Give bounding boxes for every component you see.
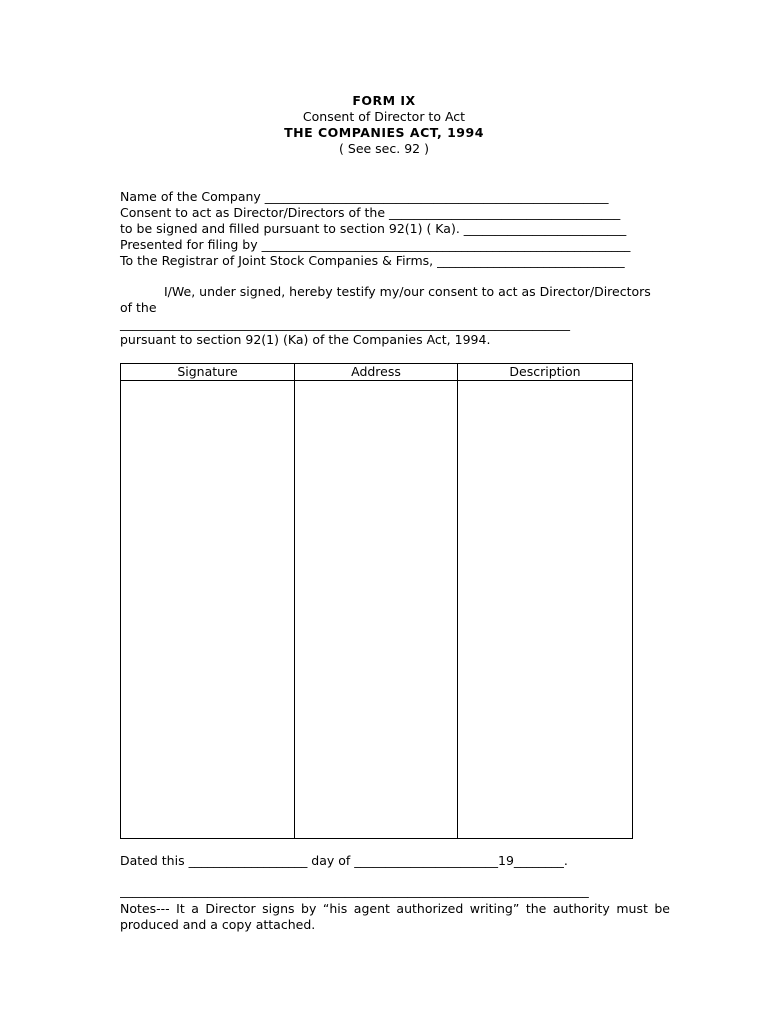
address-header: Address [295, 364, 458, 381]
consent-blank-field[interactable]: ________________________________________________________________________ [120, 316, 570, 331]
consent-line-3: pursuant to section 92(1) (Ka) of the Companies Act, 1994. [120, 332, 491, 347]
section-field[interactable]: to be signed and filled pursuant to section 92(1) ( Ka). __________________________ [120, 221, 627, 236]
address-cell[interactable] [295, 381, 458, 839]
form-subtitle: Consent of Director to Act [302, 109, 466, 124]
consent-director-field[interactable]: Consent to act as Director/Directors of the _____________________________________ [120, 205, 621, 220]
description-header: Description [458, 364, 633, 381]
presented-by-field[interactable]: Presented for filing by ___________________________________________________________ [120, 237, 631, 252]
form-header [0, 93, 768, 157]
signature-header: Signature [121, 364, 295, 381]
description-cell[interactable] [458, 381, 633, 839]
directors-table [120, 363, 633, 839]
notes-text: Notes--- It a Director signs by “his agent authorized writing” the authority must be produced and a copy attached. [120, 901, 670, 932]
consent-line-2: of the [120, 300, 157, 315]
consent-line-1: I/We, under signed, hereby testify my/our consent to act as Director/Directors [164, 284, 651, 299]
act-title: THE COMPANIES ACT, 1994 [284, 125, 484, 140]
separator-rule: ___________________________________________________________________________ [120, 883, 589, 898]
dated-line[interactable]: Dated this ___________________ day of _______________________19________. [120, 853, 568, 868]
consent-paragraph [120, 284, 670, 348]
company-fields [120, 189, 680, 269]
form-title: FORM IX [352, 93, 416, 108]
signature-cell[interactable] [121, 381, 295, 839]
section-reference: ( See sec. 92 ) [339, 141, 429, 156]
company-name-field[interactable]: Name of the Company _______________________________________________________ [120, 189, 609, 204]
registrar-field[interactable]: To the Registrar of Joint Stock Companies & Firms, ______________________________ [120, 253, 625, 268]
